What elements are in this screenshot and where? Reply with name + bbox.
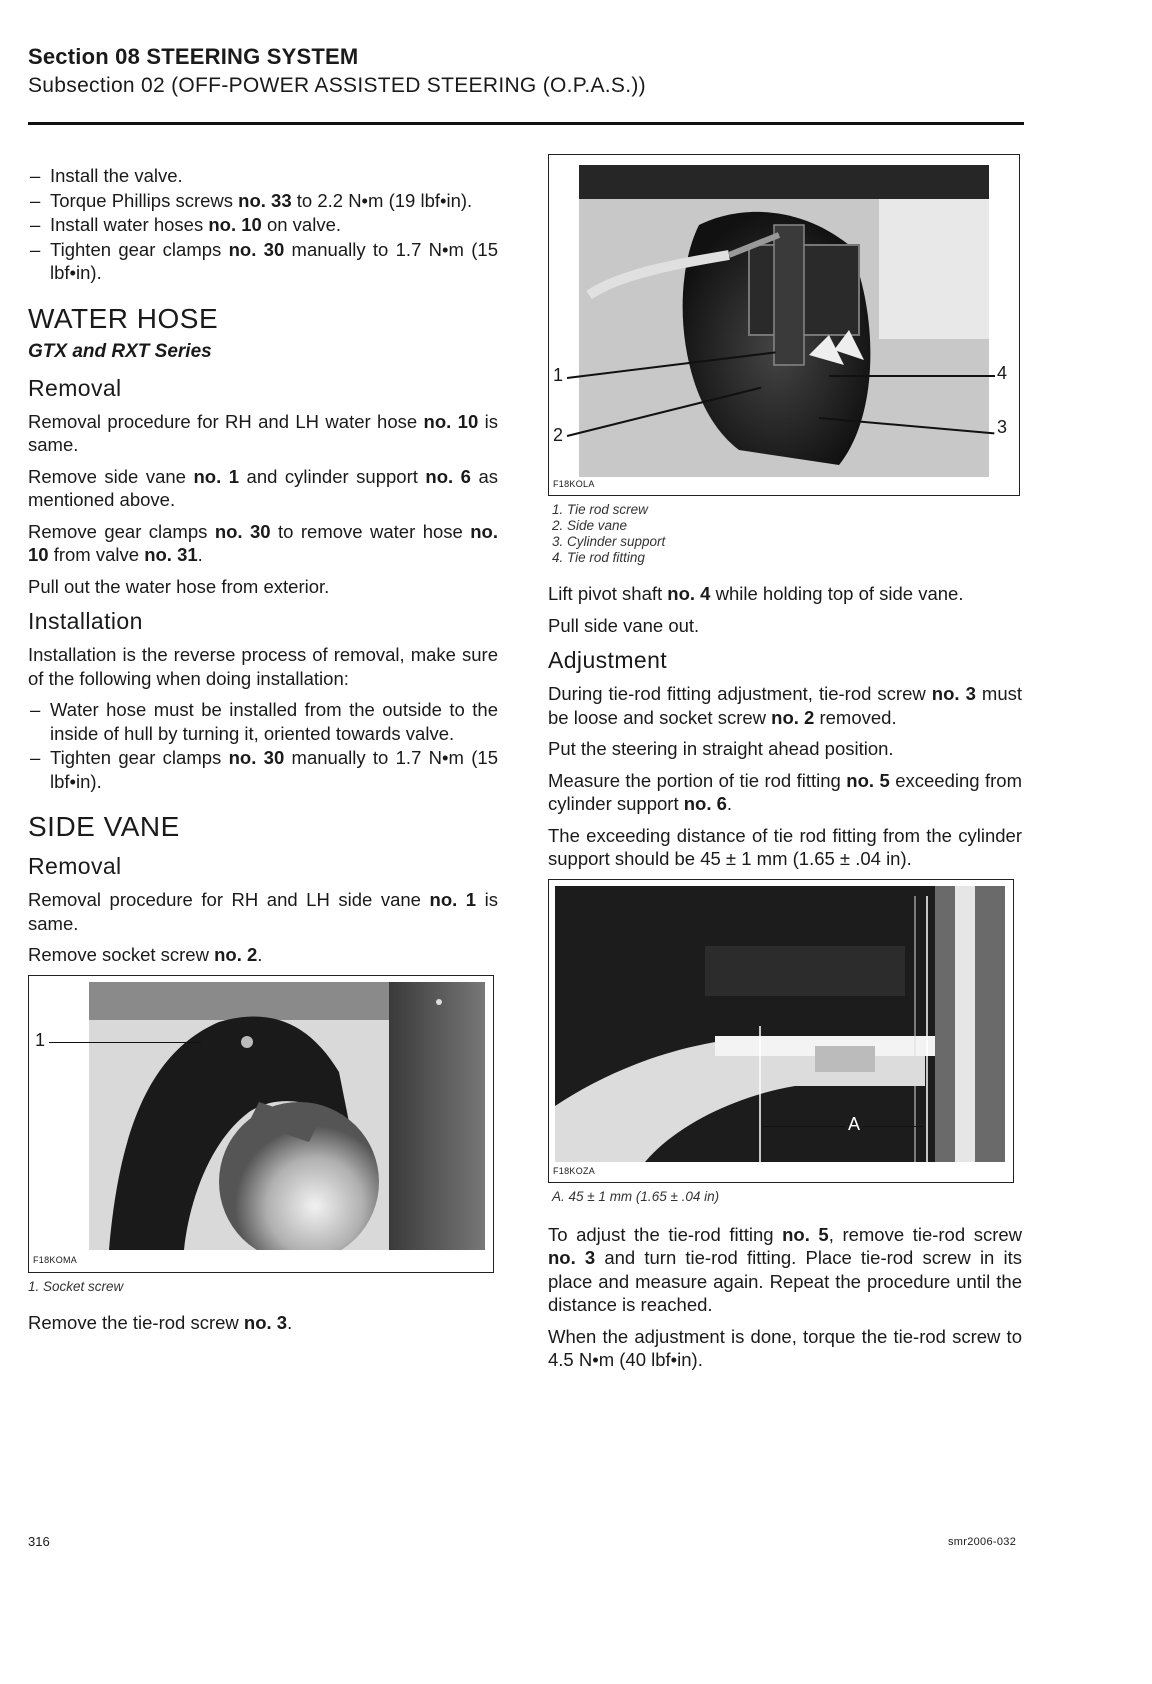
callout-1: 1 [35, 1029, 46, 1050]
paragraph: Pull side vane out. [548, 614, 700, 636]
paragraph: Remove the tie-rod screw no. 3. [28, 1311, 293, 1333]
paragraph: Pull out the water hose from exterior. [28, 575, 330, 597]
paragraph: Put the steering in straight ahead position. [548, 738, 894, 759]
bullet-item: – Tighten gear clamps no. 30 manually to 1.7 N•m (15 lbf•in). [30, 238, 498, 283]
paragraph: When the adjustment is done, torque the tie-rod screw to 4.5 N•m (40 lbf•in). [548, 1325, 1022, 1370]
callout-4: 4 [997, 363, 1008, 383]
subsection-title: Subsection 02 (OFF-POWER ASSISTED STEERING (O.P.A.S.)) [28, 74, 646, 97]
paragraph: Removal procedure for RH and LH water hose no. 10 is same. [28, 410, 498, 455]
callout-4-leader [829, 375, 995, 377]
paragraph: Measure the portion of tie rod fitting no. 5 exceeding from cylinder support no. 6. [548, 769, 1023, 814]
caption-item: 3. Cylinder support [552, 534, 666, 549]
figure-captions [28, 1279, 498, 1295]
caption-item: A. 45 ± 1 mm (1.65 ± .04 in) [552, 1188, 720, 1204]
page-number: 316 [28, 1534, 50, 1549]
section-title: Section 08 STEERING SYSTEM [28, 44, 359, 69]
intro-bullet-list [28, 164, 498, 285]
figure-captions [552, 502, 1022, 566]
bullet-item: – Water hose must be installed from the outside to the inside of hull by turning it, oriented towards valve. [30, 699, 498, 744]
photo-measurement [555, 886, 1005, 1162]
paragraph: Remove socket screw no. 2. [28, 944, 263, 965]
bullet-item: – Install water hoses no. 10 on valve. [30, 214, 342, 235]
paragraph: The exceeding distance of tie rod fitting from the cylinder support should be 45 ± 1 mm (1.65 ± .04 in). [548, 824, 1022, 869]
paragraph: During tie-rod fitting adjustment, tie-rod screw no. 3 must be loose and socket screw no. 2 removed. [548, 683, 1023, 728]
header-rule [28, 122, 1024, 125]
figure-socket-screw [28, 975, 494, 1273]
callout-1-leader [49, 1042, 201, 1044]
paragraph: Removal procedure for RH and LH side vane no. 1 is same. [28, 889, 498, 934]
bullet-item: – Tighten gear clamps no. 30 manually to 1.7 N•m (15 lbf•in). [30, 747, 498, 792]
figure-captions [552, 1189, 1022, 1205]
bullet-item: – Install the valve. [30, 165, 183, 186]
callout-2: 2 [553, 425, 564, 445]
dimension-line [763, 1126, 923, 1128]
document-code: smr2006-032 [948, 1536, 1017, 1548]
adjustment-heading: Adjustment [548, 647, 668, 673]
side-vane-removal-heading: Removal [28, 853, 122, 879]
water-hose-heading: WATER HOSE [28, 302, 219, 334]
installation-heading: Installation [28, 608, 143, 634]
figure-code: F18KOMA [33, 1254, 78, 1265]
callout-1: 1 [553, 365, 564, 385]
callout-a: A [845, 1114, 863, 1135]
caption-item: 1. Socket screw [28, 1278, 124, 1294]
installation-bullet-list [28, 698, 498, 793]
caption-item: 4. Tie rod fitting [552, 550, 645, 565]
series-subheading: GTX and RXT Series [28, 340, 212, 362]
removal-heading: Removal [28, 374, 122, 401]
paragraph: Installation is the reverse process of removal, make sure of the following when doing installation: [28, 644, 498, 689]
paragraph: To adjust the tie-rod fitting no. 5, remove tie-rod screw no. 3 and turn tie-rod fitting. Place tie-rod screw in its place and measure again. Repeat the procedure until the distance is reached. [548, 1223, 1023, 1315]
left-column [28, 164, 498, 1342]
caption-item: 2. Side vane [552, 518, 628, 533]
figure-measurement [548, 879, 1014, 1183]
right-column [548, 154, 1022, 1380]
paragraph: Lift pivot shaft no. 4 while holding top of side vane. [548, 583, 964, 604]
paragraph: Remove gear clamps no. 30 to remove water hose no. 10 from valve no. 31. [28, 520, 498, 565]
side-vane-heading: SIDE VANE [28, 811, 180, 842]
caption-item: 1. Tie rod screw [552, 502, 648, 517]
figure-code: F18KOZA [553, 1165, 596, 1176]
photo-tie-rod [579, 165, 989, 477]
bullet-item: – Torque Phillips screws no. 33 to 2.2 N•m (19 lbf•in). [30, 189, 473, 211]
callout-3: 3 [997, 417, 1008, 437]
page-header [28, 44, 1028, 98]
figure-code: F18KOLA [553, 479, 595, 489]
photo-socket-screw [89, 982, 485, 1250]
figure-tie-rod [548, 154, 1020, 496]
paragraph: Remove side vane no. 1 and cylinder support no. 6 as mentioned above. [28, 465, 499, 510]
